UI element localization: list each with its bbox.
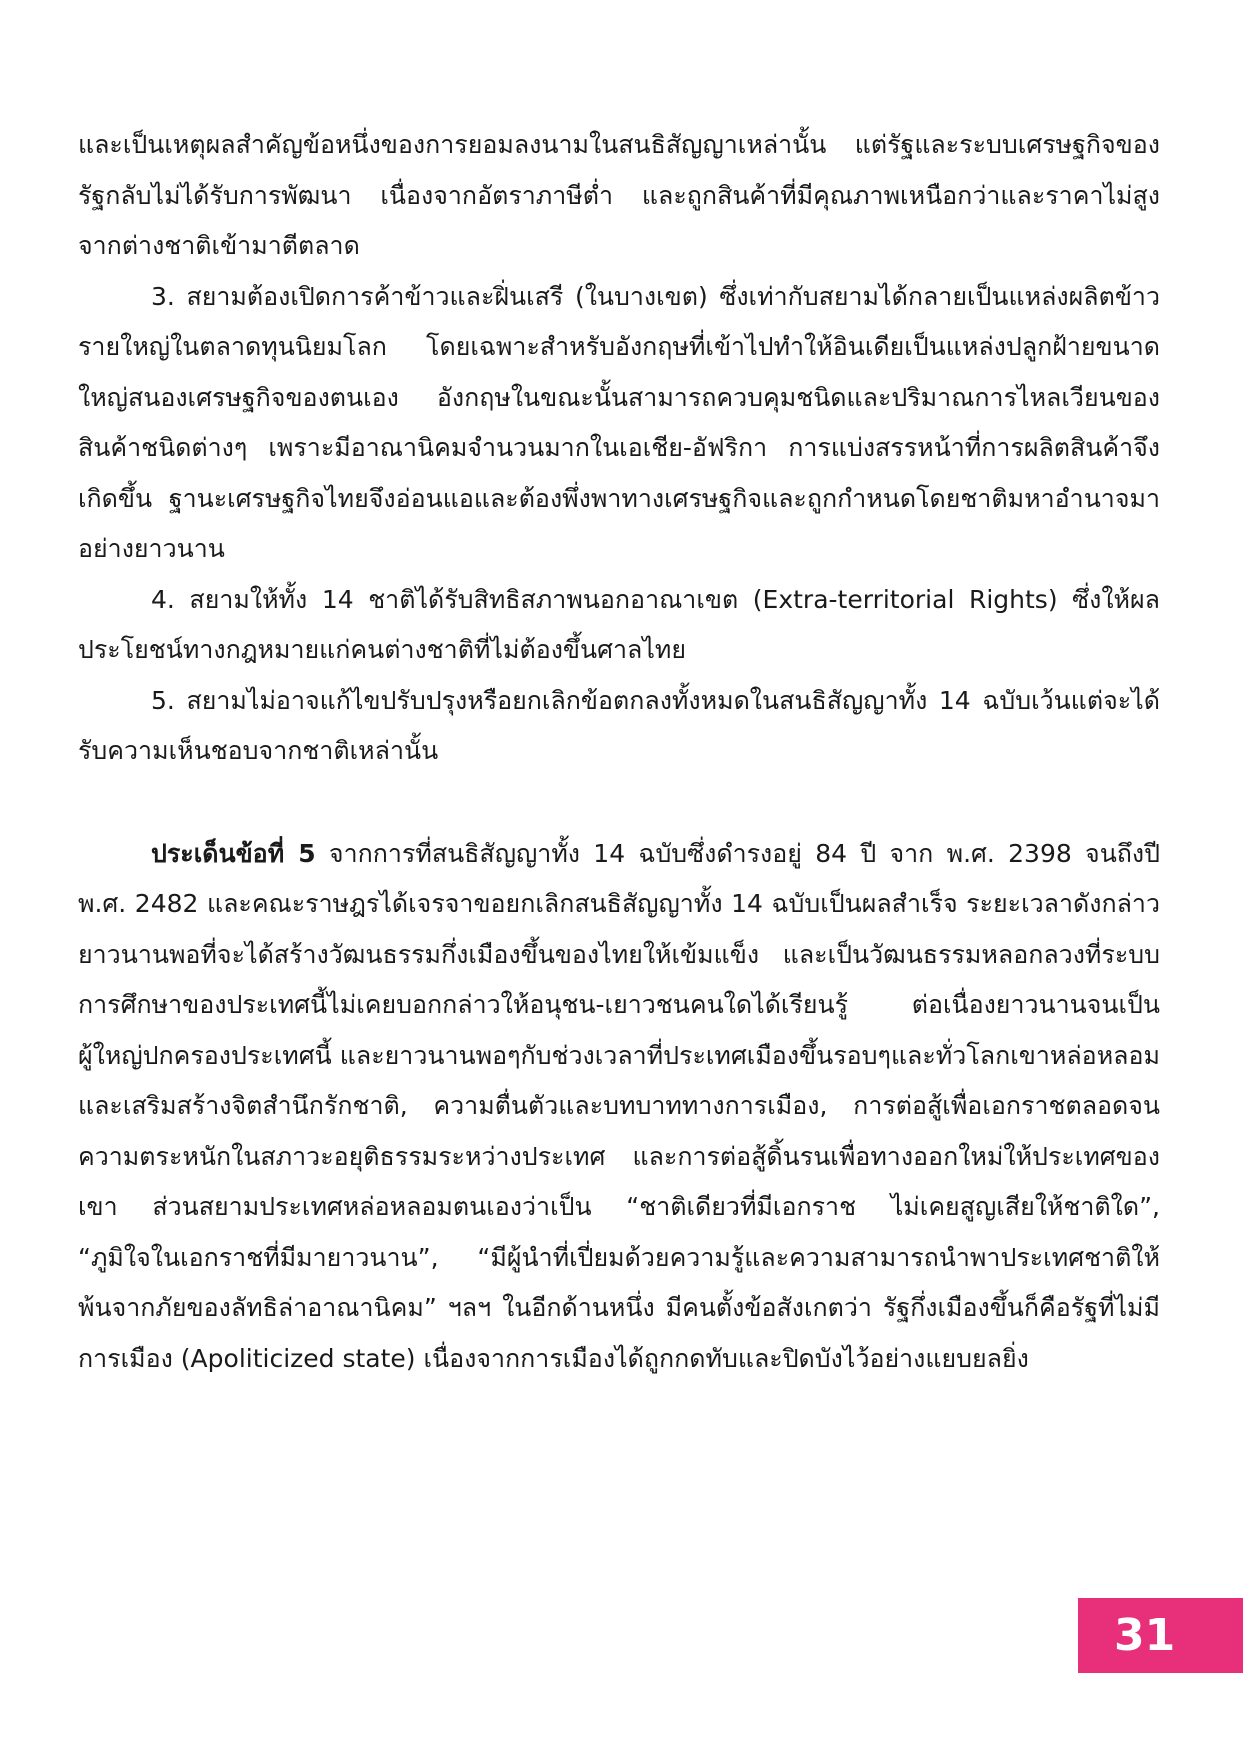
paragraph-item-4: 4. สยามให้ทั้ง 14 ชาติได้รับสิทธิสภาพนอกอาณาเขต (Extra-territorial Rights) ซึ่งให้ผลประโยชน์ทางกฎหมายแก่คนต่างชาติที่ไม่ต้องขึ้นศาลไทย [78,584,1160,664]
section-spacer [78,777,1160,829]
paragraph-continuation: และเป็นเหตุผลสำคัญข้อหนึ่งของการยอมลงนามในสนธิสัญญาเหล่านั้น แต่รัฐและระบบเศรษฐกิจของรัฐกลับไม่ได้รับการพัฒนา เนื่องจากอัตราภาษีต่ำ และถูกสินค้าที่มีคุณภาพเหนือกว่าและราคาไม่สูงจากต่างชาติเข้ามาตีตลาด [78,130,1160,260]
issue-5-heading: ประเด็นข้อที่ 5 [151,838,316,868]
paragraph-item-5: 5. สยามไม่อาจแก้ไขปรับปรุงหรือยกเลิกข้อตกลงทั้งหมดในสนธิสัญญาทั้ง 14 ฉบับเว้นแต่จะได้รับความเห็นชอบจากชาติเหล่านั้น [78,685,1160,765]
paragraph-item-3: 3. สยามต้องเปิดการค้าข้าวและฝิ่นเสรี (ในบางเขต) ซึ่งเท่ากับสยามได้กลายเป็นแหล่งผลิตข้าวรายใหญ่ในตลาดทุนนิยมโลก โดยเฉพาะสำหรับอังกฤษที่เข้าไปทำให้อินเดียเป็นแหล่งปลูกฝ้ายขนาดใหญ่สนองเศรษฐกิจของตนเอง อังกฤษในขณะนั้นสามารถควบคุมชนิดและปริมาณการไหลเวียนของสินค้าชนิดต่างๆ เพราะมีอาณานิคมจำนวนมากในเอเชีย-อัฟริกา การแบ่งสรรหน้าที่การผลิตสินค้าจึงเกิดขึ้น ฐานะเศรษฐกิจไทยจึงอ่อนแอและต้องพึ่งพาทางเศรษฐกิจและถูกกำหนดโดยชาติมหาอำนาจมาอย่างยาวนาน [78,281,1160,563]
document-body [78,120,1160,1384]
page-number-badge: 31 [1078,1598,1243,1673]
paragraph-issue-5 [78,829,1160,1385]
issue-5-text: จากการที่สนธิสัญญาทั้ง 14 ฉบับซึ่งดำรงอยู่ 84 ปี จาก พ.ศ. 2398 จนถึงปี พ.ศ. 2482 และคณะราษฎรได้เจรจาขอยกเลิกสนธิสัญญาทั้ง 14 ฉบับเป็นผลสำเร็จ ระยะเวลาดังกล่าวยาวนานพอที่จะได้สร้างวัฒนธรรมกึ่งเมืองขึ้นของไทยให้เข้มแข็ง และเป็นวัฒนธรรมหลอกลวงที่ระบบการศึกษาของประเทศนี้ไม่เคยบอกกล่าวให้อนุชน-เยาวชนคนใดได้เรียนรู้ ต่อเนื่องยาวนานจนเป็นผู้ใหญ่ปกครองประเทศนี้ และยาวนานพอๆกับช่วงเวลาที่ประเทศเมืองขึ้นรอบๆและทั่วโลกเขาหล่อหลอมและเสริมสร้างจิตสำนึกรักชาติ, ความตื่นตัวและบทบาททางการเมือง, การต่อสู้เพื่อเอกราชตลอดจนความตระหนักในสภาวะอยุติธรรมระหว่างประเทศ และการต่อสู้ดิ้นรนเพื่อทางออกใหม่ให้ประเทศของเขา ส่วนสยามประเทศหล่อหลอมตนเองว่าเป็น “ชาติเดียวที่มีเอกราช ไม่เคยสูญเสียให้ชาติใด”, “ภูมิใจในเอกราชที่มีมายาวนาน”, “มีผู้นำที่เปี่ยมด้วยความรู้และความสามารถนำพาประเทศชาติให้พ้นจากภัยของลัทธิล่าอาณานิคม” ฯลฯ ในอีกด้านหนึ่ง มีคนตั้งข้อสังเกตว่า รัฐกึ่งเมืองขึ้นก็คือรัฐที่ไม่มีการเมือง (Apoliticized state) เนื่องจากการเมืองได้ถูกกดทับและปิดบังไว้อย่างแยบยลยิ่ง [78,838,1160,1373]
